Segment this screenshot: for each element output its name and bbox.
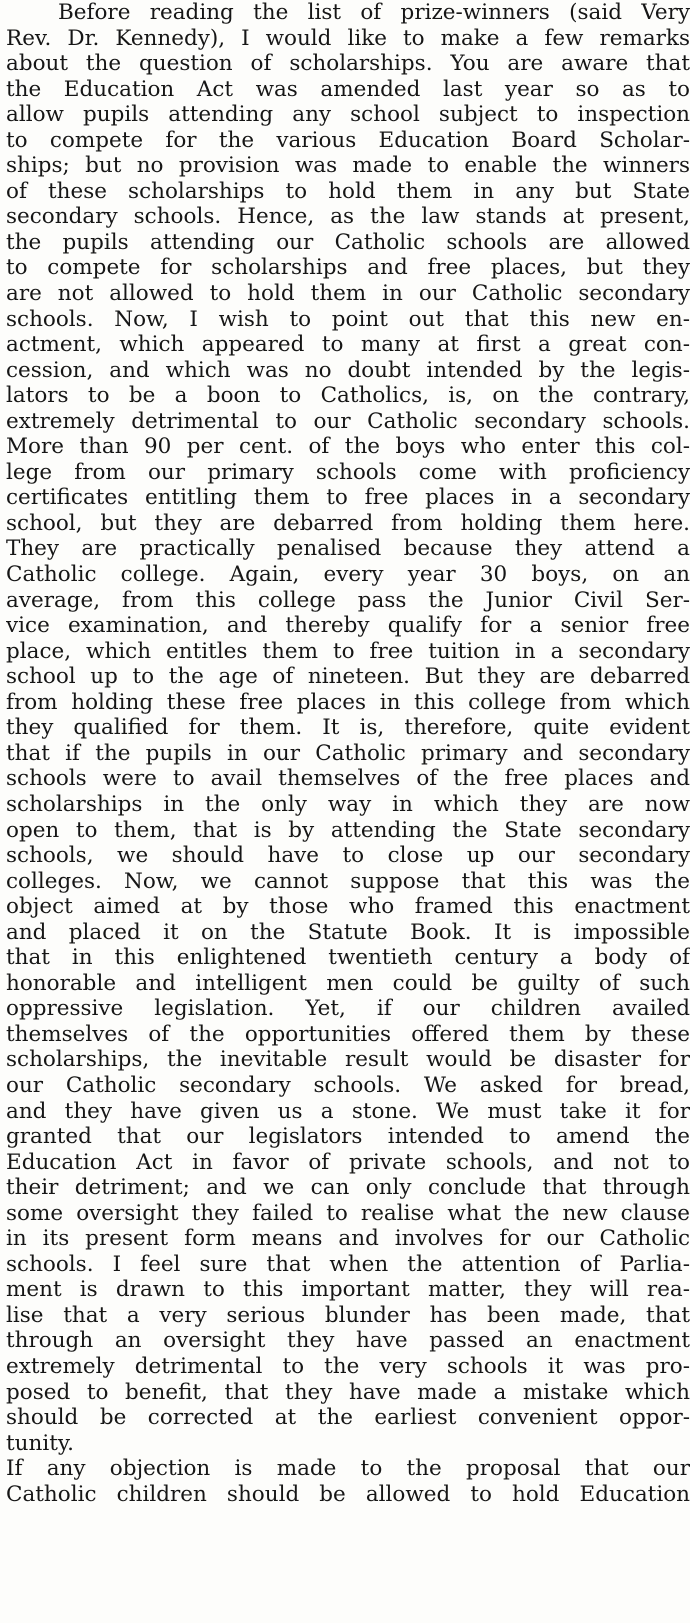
text-line: and they have given us a stone. We must take it for: [6, 1098, 690, 1124]
text-line: school, but they are debarred from holding them here.: [6, 510, 690, 536]
text-line: certificates entitling them to free places in a secondary: [6, 485, 690, 511]
text-line: honorable and intelligent men could be guilty of such: [6, 970, 690, 996]
text-line: through an oversight they have passed an enactment: [6, 1328, 690, 1354]
text-line: They are practically penalised because they attend a: [6, 536, 690, 562]
text-line: cession, and which was no doubt intended by the legis-: [6, 357, 690, 383]
text-line: colleges. Now, we cannot suppose that this was the: [6, 868, 690, 894]
text-line: Rev. Dr. Kennedy), I would like to make a few remarks: [6, 25, 690, 51]
text-line: Catholic college. Again, every year 30 boys, on an: [6, 562, 690, 588]
text-line: secondary schools. Hence, as the law stands at present,: [6, 204, 690, 230]
text-line: schools. Now, I wish to point out that this new en-: [6, 306, 690, 332]
text-line: to compete for scholarships and free places, but they: [6, 255, 690, 281]
text-line: lators to be a boon to Catholics, is, on the contrary,: [6, 383, 690, 409]
text-line: granted that our legislators intended to amend the: [6, 1124, 690, 1150]
text-line: [6, 1507, 690, 1533]
text-line: place, which entitles them to free tuition in a secondary: [6, 638, 690, 664]
text-line: the Education Act was amended last year so as to: [6, 76, 690, 102]
text-line: [6, 1558, 690, 1584]
text-line: extremely detrimental to the very schools it was pro-: [6, 1353, 690, 1379]
text-line: posed to benefit, that they have made a mistake which: [6, 1379, 690, 1405]
text-line: [6, 1533, 690, 1559]
text-line: allow pupils attending any school subject to inspection: [6, 102, 690, 128]
text-line: Before reading the list of prize-winners (said Very: [58, 0, 690, 25]
text-line: open to them, that is by attending the State secondary: [6, 817, 690, 843]
text-line: More than 90 per cent. of the boys who enter this col-: [6, 434, 690, 460]
text-line: Catholic children should be allowed to hold Education: [6, 1481, 690, 1507]
text-line: lise that a very serious blunder has been made, that: [6, 1302, 690, 1328]
text-line: Education Act in favor of private schools, and not to: [6, 1149, 690, 1175]
text-line: object aimed at by those who framed this enactment: [6, 894, 690, 920]
text-line: to compete for the various Education Board Scholar-: [6, 127, 690, 153]
text-line: and placed it on the Statute Book. It is impossible: [6, 919, 690, 945]
text-line: actment, which appeared to many at first a great con-: [6, 332, 690, 358]
text-line: about the question of scholarships. You are aware that: [6, 51, 690, 77]
text-line: they qualified for them. It is, therefore, quite evident: [6, 715, 690, 741]
text-line: in its present form means and involves for our Catholic: [6, 1226, 690, 1252]
text-line: that if the pupils in our Catholic primary and secondary: [6, 740, 690, 766]
text-line: from holding these free places in this college from which: [6, 689, 690, 715]
text-line: school up to the age of nineteen. But they are debarred: [6, 664, 690, 690]
text-line: of these scholarships to hold them in any but State: [6, 178, 690, 204]
text-line: schools. I feel sure that when the attention of Parlia-: [6, 1251, 690, 1277]
text-line: are not allowed to hold them in our Catholic secondary: [6, 281, 690, 307]
text-line: their detriment; and we can only conclude that through: [6, 1175, 690, 1201]
text-line: should be corrected at the earliest convenient oppor-: [6, 1405, 690, 1431]
text-line: schools, we should have to close up our secondary: [6, 843, 690, 869]
text-line: our Catholic secondary schools. We asked for bread,: [6, 1072, 690, 1098]
text-line: If any objection is made to the proposal that our: [6, 1456, 690, 1482]
text-line: tunity.: [6, 1430, 74, 1456]
text-line: oppressive legislation. Yet, if our children availed: [6, 996, 690, 1022]
text-line: lege from our primary schools come with proficiency: [6, 459, 690, 485]
text-line: scholarships in the only way in which they are now: [6, 791, 690, 817]
text-line: scholarships, the inevitable result would be disaster for: [6, 1047, 690, 1073]
text-line: that in this enlightened twentieth century a body of: [6, 945, 690, 971]
text-line: extremely detrimental to our Catholic secondary schools.: [6, 408, 690, 434]
text-line: ships; but no provision was made to enable the winners: [6, 153, 690, 179]
text-line: average, from this college pass the Junior Civil Ser-: [6, 587, 690, 613]
text-line: some oversight they failed to realise what the new clause: [6, 1200, 690, 1226]
text-line: schools were to avail themselves of the free places and: [6, 766, 690, 792]
text-line: vice examination, and thereby qualify for a senior free: [6, 613, 690, 639]
article-column: [6, 0, 690, 1584]
text-line: ment is drawn to this important matter, they will rea-: [6, 1277, 690, 1303]
text-line: themselves of the opportunities offered them by these: [6, 1021, 690, 1047]
text-line: the pupils attending our Catholic schools are allowed: [6, 229, 690, 255]
